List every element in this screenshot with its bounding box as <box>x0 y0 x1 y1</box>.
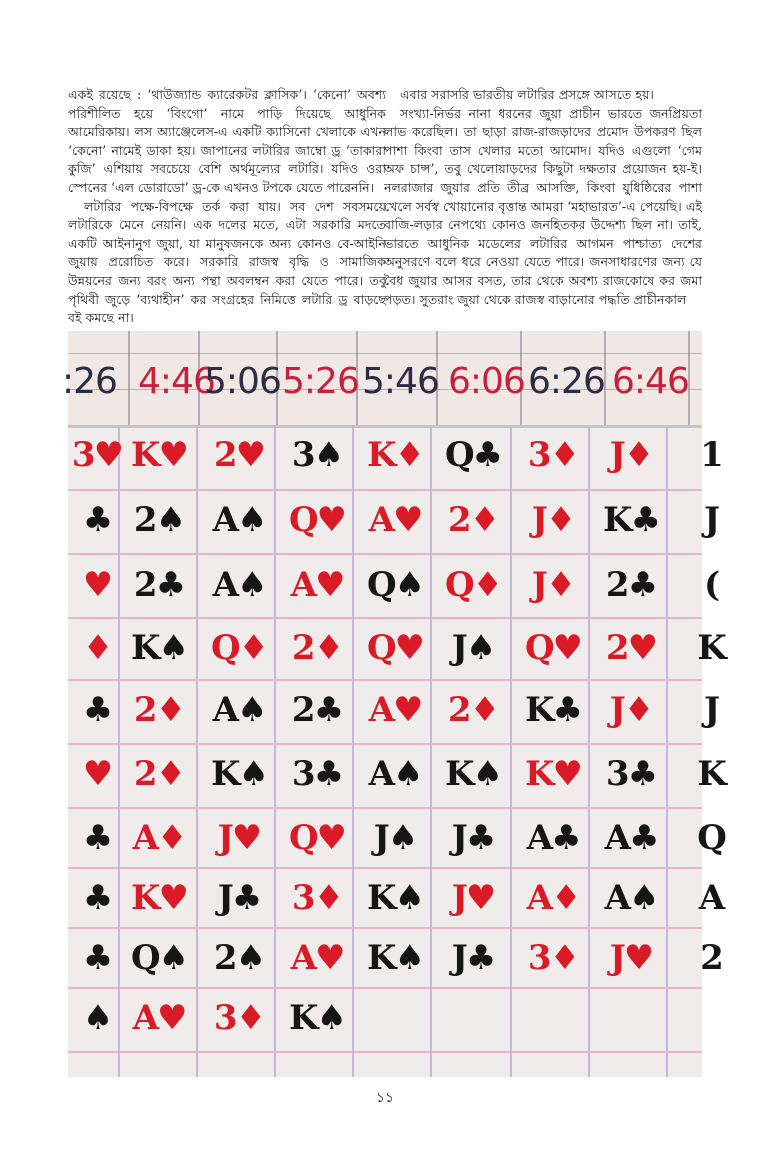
playing-card-entry: K <box>697 628 725 668</box>
playing-card-entry: ♣ <box>82 938 112 978</box>
time-slot-label: 6:46 <box>612 361 689 402</box>
playing-card-entry: K♠ <box>366 878 424 918</box>
paragraph: এবার সরাসরি ভারতীয় লটারির প্রসঙ্গে আসতে হয়। <box>400 87 654 102</box>
time-slot-label: 6:06 <box>448 361 525 402</box>
playing-card-entry: ♣ <box>82 690 112 730</box>
playing-card-entry: Q♠ <box>366 565 424 605</box>
playing-card-entry: ♥ <box>82 754 112 794</box>
grid-column-line <box>510 425 512 1077</box>
playing-card-entry: A♠ <box>604 878 658 918</box>
paragraph: একই রয়েছে : ‘থাউজ্যান্ড ক্যারেকটর ক্লাসিক’। ‘কেনো’ অবশ্য পরিশীলিত হয়ে ‘বিংগো’ নামে পাড়ি দিয়েছে আধুনিক আমেরিকায়। লস অ্যাঞ্জেলেস-এ একটি ক্যাসিনো খেলাকে এখন ‘কেনো’ নামেই ডাকা হয়। জাপানের লটারির জাম্বো ড্র ‘তাকারা কুজি’ এশিয়ায় সবচেয়ে বেশি অর্থমূল্যের লটারি। যদিও ওরা স্পেনের ‘এল ডোরাডো’ ড্র-কে এখনও টপকে যেতে পারেননি। <box>68 87 386 195</box>
grid-row-line <box>68 867 702 869</box>
playing-card-entry: ♠ <box>82 998 112 1038</box>
playing-card-entry: A♠ <box>212 690 266 730</box>
playing-card-entry: 2♣ <box>605 565 657 605</box>
playing-card-entry: 2♦ <box>291 628 343 668</box>
grid-row-line <box>68 679 702 681</box>
playing-card-entry: ♣ <box>82 818 112 858</box>
playing-card-entry: 2♦ <box>447 690 499 730</box>
playing-card-entry: 3♣ <box>291 754 343 794</box>
playing-card-entry: A♦ <box>526 878 580 918</box>
grid-row-line <box>68 489 702 491</box>
playing-card-entry: J♠ <box>451 628 495 668</box>
playing-card-entry: A♠ <box>212 565 266 605</box>
playing-card-entry: J <box>703 500 719 540</box>
text-column-left <box>68 86 386 328</box>
playing-card-entry: 2♥ <box>605 628 657 668</box>
playing-card-entry: 2♠ <box>213 938 265 978</box>
playing-card-entry: A♥ <box>290 565 344 605</box>
playing-card-entry: Q♥ <box>524 628 582 668</box>
playing-card-entry: A♣ <box>526 818 580 858</box>
playing-card-entry: 3♦ <box>527 435 579 475</box>
playing-card-entry: ( <box>703 565 719 605</box>
playing-card-entry: ♣ <box>82 878 112 918</box>
playing-card-entry: J♣ <box>451 818 495 858</box>
playing-card-entry: A♥ <box>290 938 344 978</box>
grid-row-line <box>68 617 702 619</box>
playing-card-entry: 3♥ <box>71 435 123 475</box>
lottery-board-photo <box>62 331 725 1077</box>
playing-card-entry: A♥ <box>368 690 422 730</box>
playing-card-entry: 3♣ <box>605 754 657 794</box>
playing-card-entry: K♠ <box>210 754 268 794</box>
time-slot-label: 6:26 <box>528 361 605 402</box>
grid-row-line <box>68 927 702 929</box>
time-slot-label: 5:26 <box>282 361 359 402</box>
playing-card-entry: Q♦ <box>444 565 502 605</box>
paragraph: লটারির পক্ষে-বিপক্ষে তর্ক করা যায়। সব দেশ সবসময়ে লটারিকে মেনে নেয়নি। এক দলের মতে, এটা সরকারি মদতে একটি আইনানুগ জুয়া, যা মানুষজনকে অন্য কোনও বে-আইনি জুয়ায় প্ররোচিত করে। সরকারি রাজস্ব বৃদ্ধি ও সামাজিক উন্নয়নের জন্য বরং অন্য পন্থা অবলম্বন করা যেতে পারে। তবু পৃথিবী জুড়ে ‘ব্যথাহীন’ কর সংগ্রহের নিমিত্তে লটারি ড্র বাড়ছে বই কমছে না। <box>68 198 386 326</box>
playing-card-entry: K <box>697 754 725 794</box>
playing-card-entry: 2♣ <box>291 690 343 730</box>
playing-card-entry: 2♦ <box>447 500 499 540</box>
playing-card-entry: A♠ <box>212 500 266 540</box>
grid-row-line <box>68 743 702 745</box>
time-slot-label: 5:46 <box>362 361 439 402</box>
playing-card-entry: J♦ <box>609 690 653 730</box>
playing-card-entry: Q♥ <box>366 628 424 668</box>
playing-card-entry: J♦ <box>531 565 575 605</box>
playing-card-entry: J♣ <box>217 878 261 918</box>
page-number: ১১ <box>375 1090 395 1106</box>
playing-card-entry: 2♥ <box>213 435 265 475</box>
time-slot-header <box>62 331 702 428</box>
playing-card-entry: Q♣ <box>444 435 502 475</box>
grid-row-line <box>68 1051 702 1053</box>
playing-card-entry: 3♦ <box>291 878 343 918</box>
playing-card-entry: J♥ <box>217 818 261 858</box>
playing-card-entry: J♦ <box>609 435 653 475</box>
playing-card-entry: Q♦ <box>210 628 268 668</box>
header-separator <box>128 331 130 425</box>
playing-card-entry: Q♥ <box>288 500 346 540</box>
playing-card-entry: 2♦ <box>133 754 185 794</box>
playing-card-entry: J♦ <box>531 500 575 540</box>
playing-card-entry: 2♦ <box>133 690 185 730</box>
grid-row-line <box>68 807 702 809</box>
playing-card-entry: K♥ <box>524 754 582 794</box>
playing-card-entry: A♦ <box>132 818 186 858</box>
grid-column-line <box>196 425 198 1077</box>
playing-card-entry: 2♠ <box>133 500 185 540</box>
playing-card-entry: A <box>698 878 724 918</box>
playing-card-entry: J♣ <box>451 938 495 978</box>
playing-card-entry: K♠ <box>444 754 502 794</box>
playing-card-entry: Q <box>697 818 725 858</box>
playing-card-entry: 3♦ <box>213 998 265 1038</box>
playing-card-entry: A♥ <box>132 998 186 1038</box>
time-slot-label: 5:06 <box>204 361 281 402</box>
paragraph: সংখ্যা-নির্ভর নানা ধরনের জুয়া প্রাচীন ভারতে জনপ্রিয়তা লাভ করেছিল। তা ছাড়া রাজ-রাজড়াদের প্রমোদ উপকরণ ছিল পাশা কিংবা তাস খেলার মতো আমোদ। যদিও এগুলো ‘গেম অফ চান্স’, তবু খেলোয়াড়দের কিছুটা দক্ষতার প্রয়োজন হয়-ই। নলরাজার জুয়ার প্রতি তীব্র আসক্তি, কিংবা যুধিষ্ঠিরের পাশা খেলে সর্বস্ব খোয়ানোর বৃত্তান্ত আমরা ‘মহাভারত’-এ পেয়েছি। এই বাজি-লড়ার নেপথ্যে কোনও জনহিতকর উদ্দেশ্য ছিল না। তাই, ভারতে আধুনিক মডেলের লটারির আগমন পাশ্চাত্য দেশের অনুসরণে বলে ধরে নেওয়া যেতে পারে। জনসাধারণের জন্য যে বৈধ জুয়ার আসর বসত, তার থেকে অবশ্য রাজকোষে কর জমা পড়ত। সুতরাং জুয়া থেকে রাজস্ব বাড়ানোর পদ্ধতি প্রাচীনকাল <box>384 105 702 307</box>
playing-card-entry: Q♥ <box>288 818 346 858</box>
playing-card-entry: 3♠ <box>291 435 343 475</box>
playing-card-entry: J♥ <box>609 938 653 978</box>
playing-card-entry: J♠ <box>373 818 417 858</box>
playing-card-entry: K♠ <box>288 998 346 1038</box>
playing-card-entry: J♥ <box>451 878 495 918</box>
grid-row-line <box>68 987 702 989</box>
playing-card-entry: A♣ <box>604 818 658 858</box>
playing-card-entry: J <box>703 690 719 730</box>
text-column-right <box>384 86 702 309</box>
playing-card-entry: K♥ <box>130 878 188 918</box>
playing-card-entry: K♣ <box>524 690 582 730</box>
playing-card-entry: 1 <box>700 435 722 475</box>
playing-card-entry: A♥ <box>368 500 422 540</box>
playing-card-entry: ♥ <box>82 565 112 605</box>
header-rule <box>68 353 702 354</box>
playing-card-entry: K♠ <box>366 938 424 978</box>
time-slot-label: :26 <box>62 361 117 402</box>
grid-row-line <box>68 553 702 555</box>
playing-card-entry: ♦ <box>82 628 112 668</box>
playing-card-entry: K♣ <box>602 500 660 540</box>
playing-card-entry: 3♦ <box>527 938 579 978</box>
playing-card-entry: 2♣ <box>133 565 185 605</box>
playing-card-entry: ♣ <box>82 500 112 540</box>
playing-card-entry: K♠ <box>130 628 188 668</box>
playing-card-entry: K♥ <box>130 435 188 475</box>
playing-card-entry: K♦ <box>366 435 424 475</box>
playing-card-entry: A♠ <box>368 754 422 794</box>
time-slot-label: 4:46 <box>138 361 215 402</box>
playing-card-entry: Q♠ <box>130 938 188 978</box>
playing-card-entry: 2 <box>700 938 722 978</box>
